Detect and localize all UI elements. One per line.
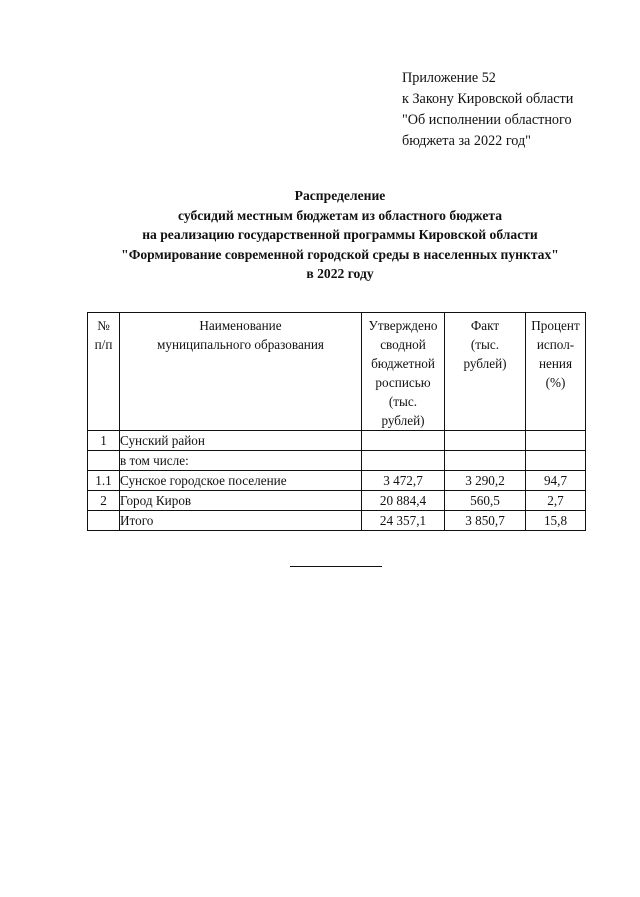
approved-value: 24 357,1 bbox=[362, 511, 445, 531]
title-line: Распределение bbox=[294, 188, 386, 203]
title-line: субсидий местным бюджетам из областного бюджета bbox=[177, 207, 503, 223]
table-total-row bbox=[88, 511, 586, 531]
title-line: на реализацию государственной программы Кировской области bbox=[142, 227, 538, 242]
row-number: 1 bbox=[88, 431, 120, 451]
header-fact: Факт (тыс. рублей) bbox=[445, 313, 526, 431]
header-num: № п/п bbox=[88, 313, 120, 431]
percent-value: 15,8 bbox=[526, 511, 586, 531]
header-percent: Процент испол- нения (%) bbox=[526, 313, 586, 431]
header-approved: Утверждено сводной бюджетной росписью (тыс. рублей) bbox=[362, 313, 445, 431]
appendix-line: к Закону Кировской области bbox=[402, 91, 574, 107]
fact-value bbox=[445, 451, 526, 471]
municipality-name: в том числе: bbox=[120, 451, 362, 471]
row-number: 2 bbox=[88, 491, 120, 511]
table-row bbox=[88, 451, 586, 471]
table-row bbox=[88, 491, 586, 511]
municipality-name: Город Киров bbox=[120, 491, 362, 511]
title-line: "Формирование современной городской среды в населенных пунктах" bbox=[121, 246, 559, 262]
municipality-name: Итого bbox=[120, 511, 362, 531]
fact-value: 560,5 bbox=[445, 491, 526, 511]
fact-value: 3 850,7 bbox=[445, 511, 526, 531]
appendix-line: Приложение 52 bbox=[402, 70, 496, 86]
appendix-line: "Об исполнении областного bbox=[402, 112, 572, 128]
header-name: Наименование муниципального образования bbox=[120, 313, 362, 431]
approved-value bbox=[362, 451, 445, 471]
municipality-name: Сунское городское поселение bbox=[120, 471, 362, 491]
fact-value: 3 290,2 bbox=[445, 471, 526, 491]
percent-value bbox=[526, 431, 586, 451]
appendix-note bbox=[402, 68, 573, 152]
closing-divider-line bbox=[290, 566, 382, 567]
appendix-line: бюджета за 2022 год" bbox=[402, 133, 531, 149]
row-number: 1.1 bbox=[88, 471, 120, 491]
row-number bbox=[88, 451, 120, 471]
document-title bbox=[60, 186, 620, 284]
subsidy-table bbox=[87, 312, 586, 531]
approved-value: 20 884,4 bbox=[362, 491, 445, 511]
percent-value: 2,7 bbox=[526, 491, 586, 511]
table-row bbox=[88, 471, 586, 491]
title-line: в 2022 году bbox=[306, 266, 374, 281]
percent-value: 94,7 bbox=[526, 471, 586, 491]
table-header-row bbox=[88, 313, 586, 431]
fact-value bbox=[445, 431, 526, 451]
table-row bbox=[88, 431, 586, 451]
approved-value bbox=[362, 431, 445, 451]
municipality-name: Сунский район bbox=[120, 431, 362, 451]
percent-value bbox=[526, 451, 586, 471]
row-number bbox=[88, 511, 120, 531]
approved-value: 3 472,7 bbox=[362, 471, 445, 491]
